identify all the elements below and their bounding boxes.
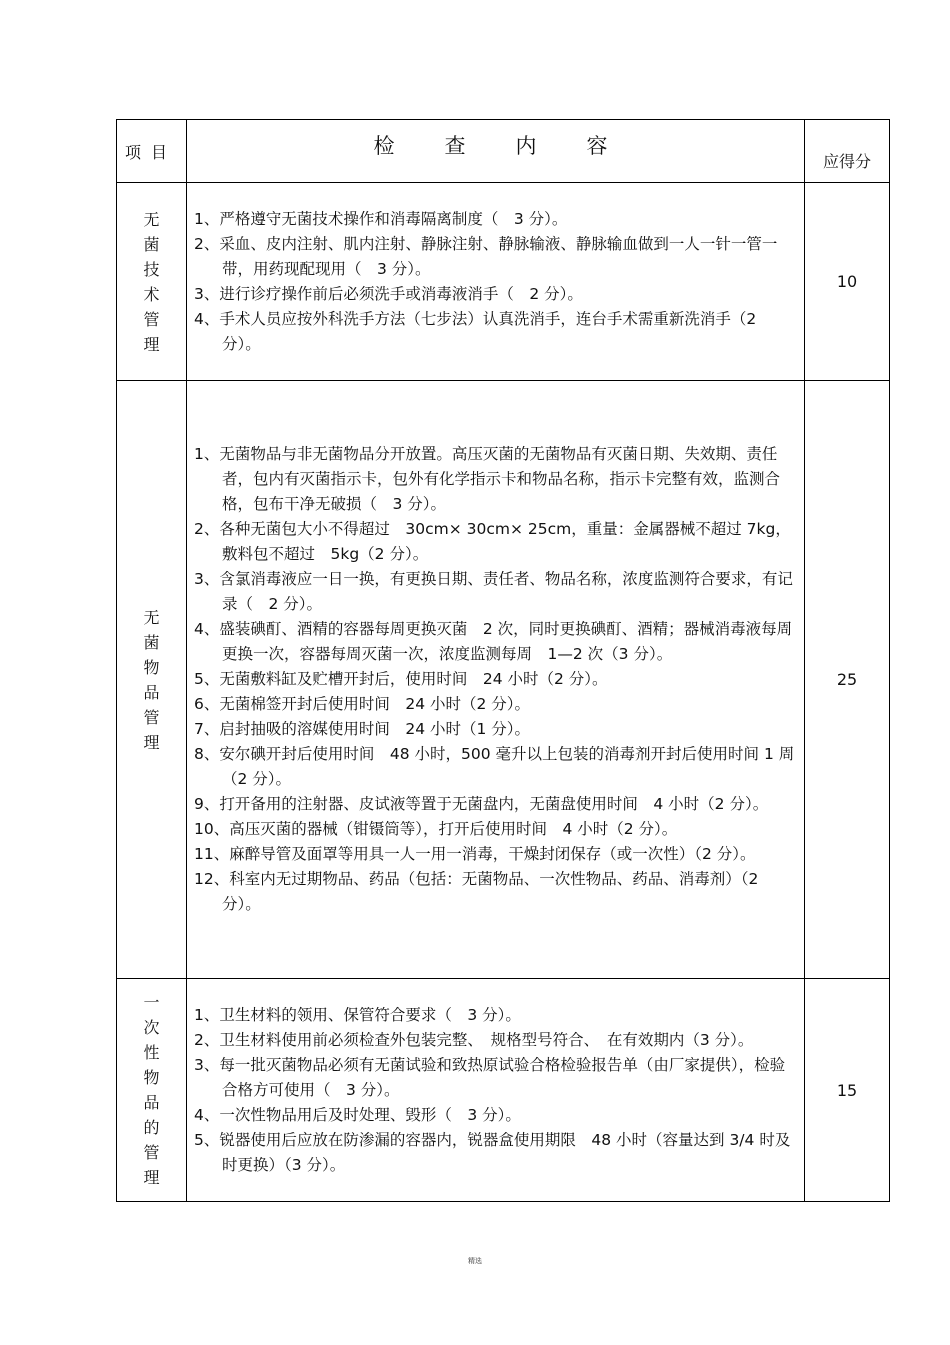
score-cell: 10 bbox=[805, 183, 890, 381]
header-item: 项目 bbox=[117, 120, 187, 183]
score-cell: 25 bbox=[805, 381, 890, 979]
table-row bbox=[117, 183, 890, 381]
content-cell bbox=[187, 381, 805, 979]
content-cell bbox=[187, 979, 805, 1202]
list-item: 2、卫生材料使用前必须检查外包装完整、 规格型号符合、 在有效期内（3 分）。 bbox=[194, 1030, 754, 1049]
list-item: 7、启封抽吸的溶媒使用时间 24 小时（1 分）。 bbox=[194, 720, 531, 738]
list-item: 2、采血、皮内注射、肌内注射、静脉注射、静脉输液、静脉输血做到一人一针一管一带，用药现配现用（ 3 分）。 bbox=[194, 234, 778, 278]
list-item: 10、高压灭菌的器械（钳镊筒等），打开后使用时间 4 小时（2 分）。 bbox=[194, 820, 678, 838]
list-item: 3、含氯消毒液应一日一换，有更换日期、责任者、物品名称，浓度监测符合要求，有记录（ 2 分）。 bbox=[194, 570, 793, 613]
list-item: 5、无菌敷料缸及贮槽开封后，使用时间 24 小时（2 分）。 bbox=[194, 670, 608, 688]
category-cell: 一次 性物 品的 管理 bbox=[117, 979, 187, 1202]
list-item: 3、每一批灭菌物品必须有无菌试验和致热原试验合格检验报告单（由厂家提供），检验合格方可使用（ 3 分）。 bbox=[194, 1055, 786, 1099]
list-item: 4、手术人员应按外科洗手方法（七步法）认真洗消手，连台手术需重新洗消手（2 分）。 bbox=[194, 309, 757, 353]
inspection-table bbox=[116, 119, 890, 1202]
list-item: 6、无菌棉签开封后使用时间 24 小时（2 分）。 bbox=[194, 695, 531, 713]
table-header-row bbox=[117, 120, 890, 183]
list-item: 1、严格遵守无菌技术操作和消毒隔离制度（ 3 分）。 bbox=[194, 209, 568, 228]
score-cell: 15 bbox=[805, 979, 890, 1202]
list-item: 3、进行诊疗操作前后必须洗手或消毒液消手（ 2 分）。 bbox=[194, 284, 583, 303]
table-row bbox=[117, 979, 890, 1202]
footer-mark: 精选 bbox=[468, 1257, 482, 1265]
table-row bbox=[117, 381, 890, 979]
list-item: 4、一次性物品用后及时处理、毁形（ 3 分）。 bbox=[194, 1105, 521, 1124]
list-item: 4、盛装碘酊、酒精的容器每周更换灭菌 2 次，同时更换碘酊、酒精；器械消毒液每周更换一次，容器每周灭菌一次，浓度监测每周 1—2 次（3 分）。 bbox=[194, 620, 793, 663]
list-item: 9、打开备用的注射器、皮试液等置于无菌盘内，无菌盘使用时间 4 小时（2 分）。 bbox=[194, 795, 769, 813]
list-item: 5、锐器使用后应放在防渗漏的容器内，锐器盒使用期限 48 小时（容量达到 3/4 时及时更换）（3 分）。 bbox=[194, 1130, 791, 1174]
header-content: 检查内容 bbox=[187, 120, 805, 183]
content-cell bbox=[187, 183, 805, 381]
header-score: 应得分 bbox=[805, 120, 890, 183]
category-cell: 无菌 技术 管理 bbox=[117, 183, 187, 381]
list-item: 2、各种无菌包大小不得超过 30cm× 30cm× 25cm，重量：金属器械不超过 7kg，敷料包不超过 5kg（2 分）。 bbox=[194, 520, 791, 563]
list-item: 1、卫生材料的领用、保管符合要求（ 3 分）。 bbox=[194, 1005, 521, 1024]
category-cell: 无菌 物品 管理 bbox=[117, 381, 187, 979]
list-item: 1、无菌物品与非无菌物品分开放置。高压灭菌的无菌物品有灭菌日期、失效期、责任者，包内有灭菌指示卡，包外有化学指示卡和物品名称，指示卡完整有效，监测合格，包布干净无破损（ 3 分）。 bbox=[194, 445, 781, 513]
list-item: 8、安尔碘开封后使用时间 48 小时，500 毫升以上包装的消毒剂开封后使用时间 1 周（2 分）。 bbox=[194, 745, 795, 788]
list-item: 12、科室内无过期物品、药品（包括：无菌物品、一次性物品、药品、消毒剂）（2 分）。 bbox=[194, 870, 759, 913]
list-item: 11、麻醉导管及面罩等用具一人一用一消毒，干燥封闭保存（或一次性）（2 分）。 bbox=[194, 845, 756, 863]
